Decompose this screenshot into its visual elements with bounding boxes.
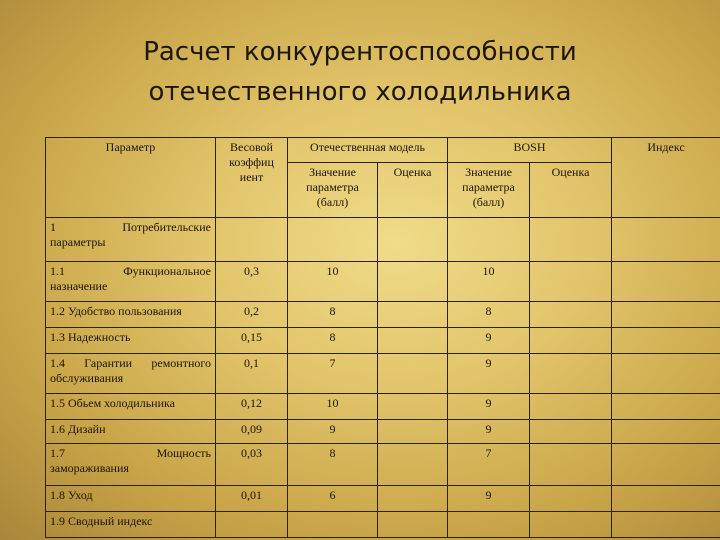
table-row	[46, 486, 720, 512]
slide-title	[0, 32, 720, 112]
domestic-value-cell: 6	[288, 486, 378, 512]
bosh-value-cell: 9	[448, 420, 530, 444]
domestic-value-cell	[288, 218, 378, 262]
table-row	[46, 302, 720, 328]
bosh-score-cell	[530, 444, 612, 486]
bosh-score-cell	[530, 512, 612, 538]
domestic-value-cell: 10	[288, 394, 378, 420]
domestic-score-cell	[378, 328, 448, 354]
weight-cell	[216, 218, 288, 262]
header-index: Индекс	[612, 138, 720, 218]
domestic-value-cell: 8	[288, 328, 378, 354]
domestic-value-cell: 7	[288, 354, 378, 394]
slide-title-line-2: отечественного холодильника	[148, 77, 572, 107]
domestic-value-cell: 8	[288, 302, 378, 328]
domestic-score-cell	[378, 302, 448, 328]
slide-title-line-1: Расчет конкурентоспособности	[143, 37, 577, 67]
param-continuation: назначение	[50, 279, 108, 293]
weight-cell: 0,2	[216, 302, 288, 328]
domestic-score-cell	[378, 444, 448, 486]
param-cell	[46, 262, 216, 302]
bosh-value-cell	[448, 218, 530, 262]
table-row	[46, 420, 720, 444]
table-row	[46, 512, 720, 538]
header-domestic-score: Оценка	[378, 163, 448, 218]
bosh-value-cell: 7	[448, 444, 530, 486]
param-number: 1	[50, 220, 56, 234]
weight-cell: 0,15	[216, 328, 288, 354]
domestic-score-cell	[378, 420, 448, 444]
table-row	[46, 394, 720, 420]
bosh-value-cell: 8	[448, 302, 530, 328]
param-word: Функциональное	[123, 264, 211, 278]
index-cell	[612, 420, 720, 444]
competitiveness-table	[45, 137, 720, 538]
param-continuation: замораживания	[50, 461, 129, 475]
table-row	[46, 218, 720, 262]
bosh-value-cell: 9	[448, 486, 530, 512]
bosh-score-cell	[530, 486, 612, 512]
param-cell: 1.6 Дизайн	[46, 420, 216, 444]
header-bosh: BOSH	[448, 138, 612, 163]
domestic-score-cell	[378, 394, 448, 420]
index-cell	[612, 218, 720, 262]
index-cell	[612, 262, 720, 302]
header-domestic-model: Отечественная модель	[288, 138, 448, 163]
param-word: Потребительские	[122, 220, 211, 234]
weight-cell: 0,12	[216, 394, 288, 420]
bosh-score-cell	[530, 354, 612, 394]
weight-cell	[216, 512, 288, 538]
bosh-value-cell: 10	[448, 262, 530, 302]
param-cell: 1.2 Удобство пользования	[46, 302, 216, 328]
bosh-score-cell	[530, 262, 612, 302]
bosh-score-cell	[530, 218, 612, 262]
bosh-score-cell	[530, 328, 612, 354]
header-domestic-value: Значение параметра (балл)	[288, 163, 378, 218]
weight-cell: 0,03	[216, 444, 288, 486]
index-cell	[612, 444, 720, 486]
param-cell: 1.3 Надежность	[46, 328, 216, 354]
domestic-value-cell: 8	[288, 444, 378, 486]
domestic-value-cell: 10	[288, 262, 378, 302]
bosh-score-cell	[530, 394, 612, 420]
bosh-score-cell	[530, 420, 612, 444]
index-cell	[612, 328, 720, 354]
bosh-value-cell: 9	[448, 354, 530, 394]
index-cell	[612, 394, 720, 420]
domestic-score-cell	[378, 218, 448, 262]
bosh-value-cell	[448, 512, 530, 538]
bosh-value-cell: 9	[448, 394, 530, 420]
index-cell	[612, 512, 720, 538]
table-row	[46, 444, 720, 486]
weight-cell: 0,09	[216, 420, 288, 444]
domestic-value-cell: 9	[288, 420, 378, 444]
header-bosh-value: Значение параметра (балл)	[448, 163, 530, 218]
header-row-1	[46, 138, 720, 163]
param-cell: 1.4 Гарантии ремонтного обслуживания	[46, 354, 216, 394]
index-cell	[612, 354, 720, 394]
bosh-score-cell	[530, 302, 612, 328]
param-number: 1.7	[50, 446, 65, 460]
param-continuation: параметры	[50, 235, 106, 249]
header-param: Параметр	[46, 138, 216, 218]
header-weight: Весовой коэффиц иент	[216, 138, 288, 218]
param-cell: 1.8 Уход	[46, 486, 216, 512]
header-bosh-score: Оценка	[530, 163, 612, 218]
index-cell	[612, 302, 720, 328]
table-row	[46, 354, 720, 394]
domestic-score-cell	[378, 354, 448, 394]
weight-cell: 0,01	[216, 486, 288, 512]
domestic-score-cell	[378, 486, 448, 512]
weight-cell: 0,1	[216, 354, 288, 394]
domestic-value-cell	[288, 512, 378, 538]
weight-cell: 0,3	[216, 262, 288, 302]
param-cell	[46, 444, 216, 486]
param-cell: 1.9 Сводный индекс	[46, 512, 216, 538]
param-cell: 1.5 Обьем холодильника	[46, 394, 216, 420]
domestic-score-cell	[378, 262, 448, 302]
table-row	[46, 262, 720, 302]
param-word: Мощность	[156, 446, 211, 460]
index-cell	[612, 486, 720, 512]
param-cell	[46, 218, 216, 262]
domestic-score-cell	[378, 512, 448, 538]
table-row	[46, 328, 720, 354]
param-number: 1.1	[50, 264, 65, 278]
bosh-value-cell: 9	[448, 328, 530, 354]
